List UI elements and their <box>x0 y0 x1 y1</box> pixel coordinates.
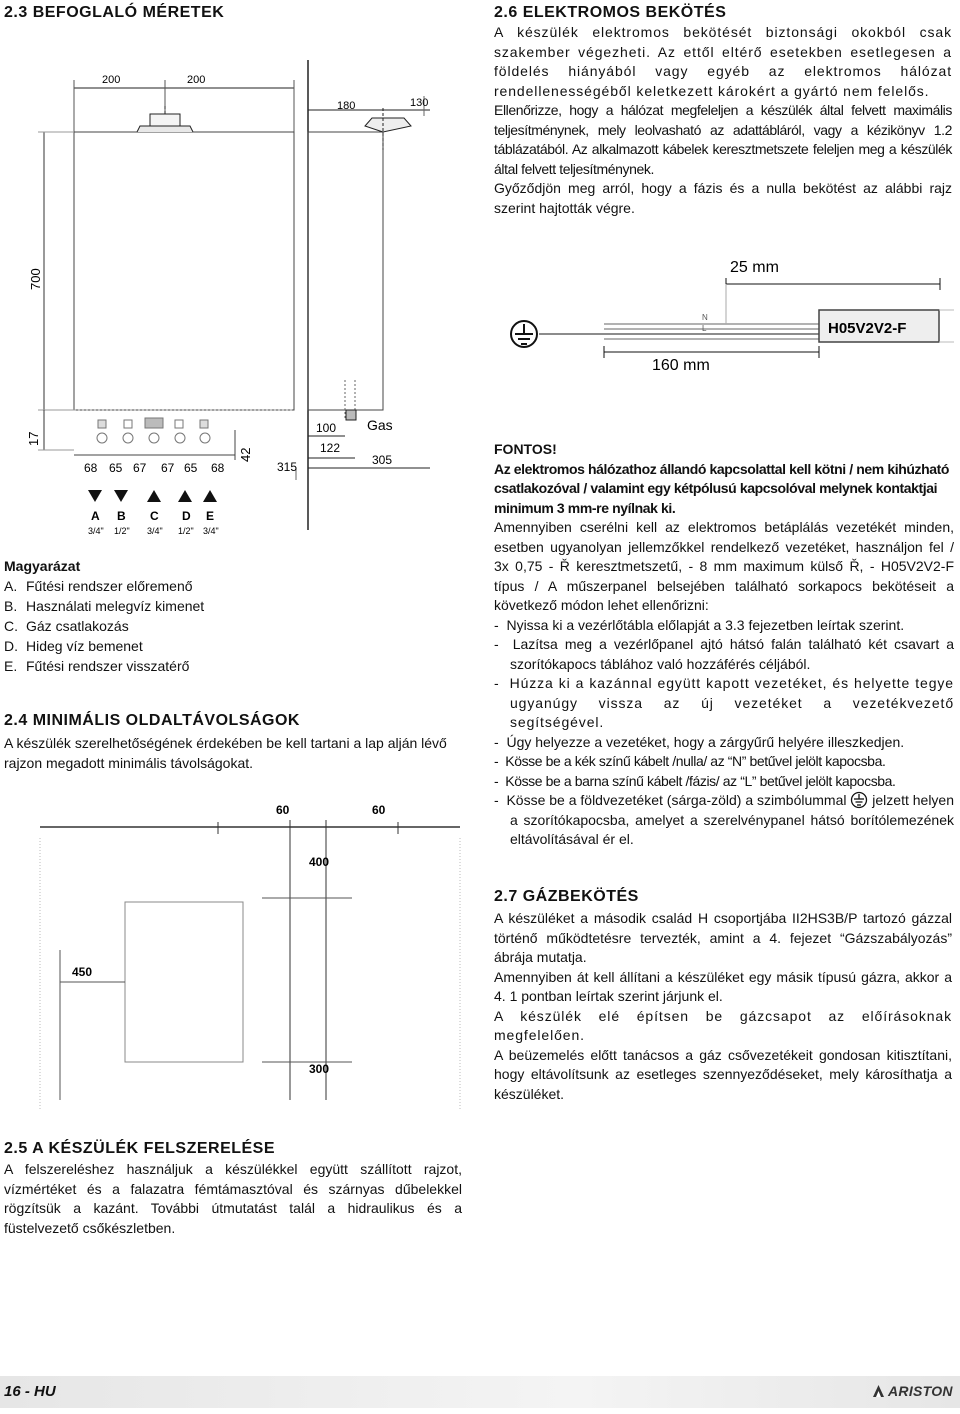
section-2-6-title: 2.6 ELEKTROMOS BEKÖTÉS <box>494 4 727 21</box>
fontos-steps-list <box>494 616 954 850</box>
conn-size-c: 3/4" <box>147 526 163 536</box>
cable-type-label: H05V2V2-F <box>828 320 907 337</box>
dim-122: 122 <box>320 441 341 455</box>
dim-25mm: 25 mm <box>730 259 779 276</box>
ariston-logo <box>872 1383 953 1399</box>
wire-l-label: L <box>702 324 707 333</box>
section-2-7-p2: Amennyiben át kell állítani a készüléket egy másik típusú gázra, akkor a 4. 1 pontban leírtak szerint járjunk el. <box>494 968 952 1004</box>
section-2-5-text: A felszereléshez használjuk a készülékkel együtt szállított rajzot, vízmértéket és a falazatra fémtámasztóval és szárnyas dűbelekkel rögzítsük a kazánt. További útmutatást talál a hidraulikus és a füstelvezető csőkészletben. <box>4 1161 462 1236</box>
legend-item-e: E. Fűtési rendszer visszatérő <box>4 658 190 674</box>
legend-item-c: C. Gáz csatlakozás <box>4 618 129 634</box>
dim-bottom-67a: 67 <box>133 461 147 475</box>
dim-315: 315 <box>277 460 298 474</box>
section-2-7-p3: A készülék elé építsen be gázcsapot az előírásoknak megfelelően. <box>494 1007 952 1043</box>
ground-symbol-icon <box>850 791 868 809</box>
legend-title: Magyarázat <box>4 558 81 574</box>
page-number: 16 - HU <box>4 1383 56 1400</box>
dim-bottom-65a: 65 <box>109 461 123 475</box>
section-2-5-title: 2.5 A KÉSZÜLÉK FELSZERELÉSE <box>4 1140 276 1157</box>
conn-size-d: 1/2" <box>178 526 194 536</box>
dim-400: 400 <box>309 855 330 869</box>
section-2-6-p3: Győződjön meg arról, hogy a fázis és a nulla bekötést az alábbi rajz szerint hajtották végre. <box>494 180 952 216</box>
section-2-4-title: 2.4 MINIMÁLIS OLDALTÁVOLSÁGOK <box>4 712 300 729</box>
footer-bar <box>0 1376 960 1408</box>
fontos-title: FONTOS! <box>494 441 557 457</box>
conn-size-e: 3/4" <box>203 526 219 536</box>
list-item: - Húzza ki a kazánnal együtt kapott vezetéket, és helyette tegye ugyanúgy vissza az új vezetéket a vezetékvezető segítségével. <box>494 675 954 730</box>
conn-size-b: 1/2" <box>114 526 130 536</box>
conn-letter-a: A <box>91 509 100 523</box>
conn-size-a: 3/4" <box>88 526 104 536</box>
legend <box>4 556 304 676</box>
section-2-3-title: 2.3 BEFOGLALÓ MÉRETEK <box>4 4 225 21</box>
dimensions-drawing <box>0 0 480 560</box>
dim-60-left: 60 <box>276 803 290 817</box>
section-2-7-p1: A készüléket a második család H csoportjába II2HS3B/P tartozó gázzal történő működtetésre tervezték, amint a 4. fejezet “Gázszabályozás” ábrája mutatja. <box>494 910 952 965</box>
dim-200-right: 200 <box>187 74 206 86</box>
dim-bottom-67b: 67 <box>161 461 175 475</box>
cable-drawing <box>494 240 954 380</box>
dim-bottom-68a: 68 <box>84 461 98 475</box>
dim-700: 700 <box>28 268 43 290</box>
dim-bottom-68b: 68 <box>211 461 225 475</box>
dim-305: 305 <box>372 453 393 467</box>
conn-letter-d: D <box>182 509 191 523</box>
conn-letter-e: E <box>206 509 215 523</box>
dim-160mm: 160 mm <box>652 357 710 374</box>
list-item: - Kösse be a barna színű kábelt /fázis/ az “L” betűvel jelölt kapocsba. <box>494 772 896 789</box>
legend-item-b: B. Használati melegvíz kimenet <box>4 598 205 614</box>
conn-letter-c: C <box>150 509 159 523</box>
legend-item-d: D. Hideg víz bemenet <box>4 638 143 654</box>
conn-letter-b: B <box>117 509 126 523</box>
ground-symbol-icon <box>511 321 537 347</box>
fontos-bold-text: Az elektromos hálózathoz állandó kapcsolattal kell kötni / nem kihúzható csatlakozóval / valamint egy kétpólusú kapcsolóval melynek kontaktjai minimum 3 mm-re nyílnak ki. <box>494 460 950 516</box>
section-2-6-p1: A készülék elektromos bekötését biztonsági okokból csak szakember végezheti. Az ettől eltérő esetekben esetlegesen a földelés hiányából vagy egyéb az elektromos hálózat rendellenességéből keletkezett károkért a gyártó nem felelős. <box>494 24 952 99</box>
dim-300: 300 <box>309 1062 330 1076</box>
dim-180: 180 <box>337 100 356 112</box>
section-2-7-p4: A beüzemelés előtt tanácsos a gáz csővezetékeit gondosan kitisztítani, hogy eltávolítsunk az esetleges szennyeződéseket, mely károsíthatja a készüléket. <box>494 1046 952 1102</box>
wire-n-label: N <box>702 313 708 322</box>
section-2-6-p2: Ellenőrizze, hogy a hálózat megfeleljen a készülék által felvett maximális teljesítménynek, mely leolvasható az adattábláról, vagy a kézikönyv 1.2 táblázatából. Az alkalmazott kábelek keresztmetszete feleljen meg a készülék által felvett teljesítménynek. <box>494 102 952 177</box>
list-item: - Nyissa ki a vezérlőtábla előlapját a 3.3 fejezetben leírtak szerint. <box>494 616 905 633</box>
list-item: - Lazítsa meg a vezérlőpanel ajtó hátsó falán található két csavart a szorítókapocs táblához való hozzáférés céljából. <box>494 636 954 672</box>
list-item: - Úgy helyezze a vezetéket, hogy a zárgyűrű helyére illeszkedjen. <box>494 733 905 750</box>
section-2-4-text: A készülék szerelhetőségének érdekében be kell tartani a lap alján lévő rajzon megadott minimális távolságokat. <box>4 735 447 771</box>
list-item: - Kösse be a földvezetéket (sárga-zöld) a szimbólummal jelzett helyen a szorítókapocsba, amelyet a szerelvénypanel hátsó borítólemezének eltávolításával ér el. <box>494 792 954 847</box>
dim-100: 100 <box>316 421 337 435</box>
list-item: - Kösse be a kék színű kábelt /nulla/ az “N” betűvel jelölt kapocsba. <box>494 753 886 769</box>
dim-42: 42 <box>238 447 253 462</box>
dim-60-right: 60 <box>372 803 386 817</box>
legend-item-a: A. Fűtési rendszer előremenő <box>4 578 193 594</box>
fontos-block <box>494 440 954 850</box>
section-2-7-title: 2.7 GÁZBEKÖTÉS <box>494 888 639 905</box>
gas-label: Gas <box>367 417 393 433</box>
dim-17: 17 <box>26 431 41 446</box>
dim-130: 130 <box>410 97 429 109</box>
clearance-drawing <box>0 790 480 1110</box>
dim-450: 450 <box>72 965 93 979</box>
dim-200-left: 200 <box>102 74 121 86</box>
fontos-text: Amennyiben cserélni kell az elektromos betáplálás vezetékét minden, esetben ugyanolyan jellemzőkkel rendelkező vezetéket, használjon fel / 3x 0,75 - Ř keresztmetszetű, - 8 mm maximum külső Ř, - H05V2V2-F típus / A műszerpanel belsejében található sorkapocs bekötéseit a következő módon lehet ellenőrizni: <box>494 519 954 613</box>
ariston-logo-icon <box>872 1384 885 1398</box>
dim-bottom-65b: 65 <box>184 461 198 475</box>
brand-name: ARISTON <box>888 1383 953 1399</box>
